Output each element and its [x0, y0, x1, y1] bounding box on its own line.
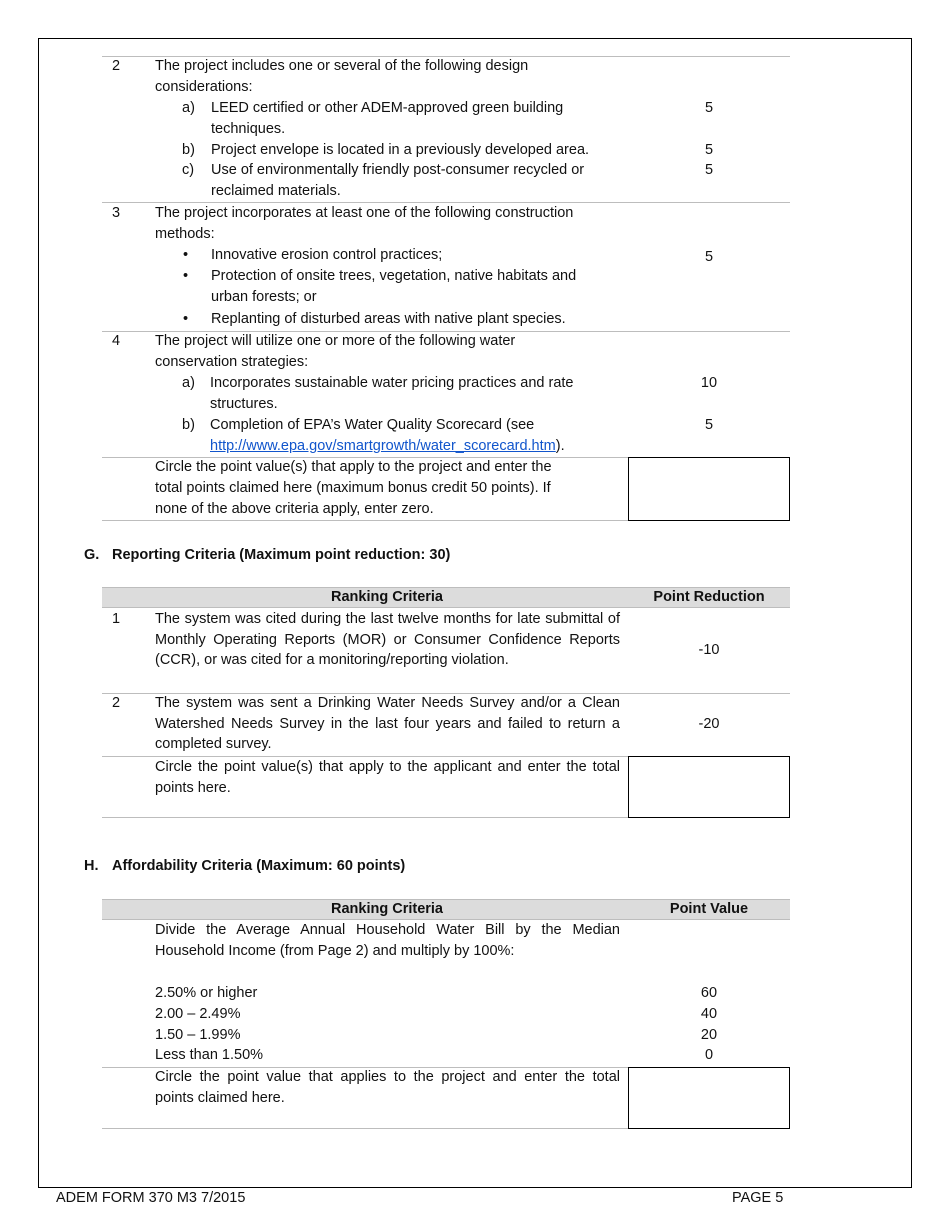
bullet-icon: • — [183, 247, 189, 263]
column-header-points: Point Value — [669, 901, 749, 917]
table-header — [102, 587, 790, 608]
column-header-criteria: Ranking Criteria — [331, 589, 443, 605]
criteria-text: The project incorporates at least one of the following construction — [155, 205, 574, 221]
point-value: 5 — [704, 249, 714, 265]
section-title: Reporting Criteria (Maximum point reduction: 30) — [112, 547, 451, 563]
point-value: 10 — [700, 375, 718, 391]
criteria-text: The project includes one or several of the following design — [155, 58, 529, 74]
row-number: 4 — [112, 333, 121, 349]
row-number: 3 — [112, 205, 121, 221]
subitem-marker: b) — [182, 142, 195, 158]
subitem-marker: c) — [182, 162, 195, 178]
total-points-input[interactable] — [628, 1067, 790, 1129]
subitem-text: Project envelope is located in a previously developed area. — [211, 142, 590, 158]
row-number: 2 — [112, 695, 121, 711]
column-header-points: Point Reduction — [653, 589, 765, 605]
row-divider — [102, 520, 628, 521]
criteria-text: conservation strategies: — [155, 354, 309, 370]
subitem-text: Innovative erosion control practices; — [211, 247, 443, 263]
row-number: 2 — [112, 58, 121, 74]
subitem-marker: a) — [182, 100, 195, 116]
point-value: 5 — [704, 417, 714, 433]
subitem-text: Completion of EPA’s Water Quality Scorecard (see — [210, 417, 535, 433]
point-value: -10 — [698, 642, 720, 658]
row-divider — [102, 1128, 628, 1129]
bullet-icon: • — [183, 311, 189, 327]
total-instruction: none of the above criteria apply, enter zero. — [155, 501, 434, 517]
table-header — [102, 899, 790, 920]
criteria-text: The system was cited during the last twelve months for late submittal of Monthly Operating Reports (MOR) or Consumer Confidence Reports (CCR), or was cited for a monitoring/reporting violation. — [155, 611, 620, 669]
form-number: ADEM FORM 370 M3 7/2015 — [56, 1190, 246, 1206]
total-instruction: Circle the point value(s) that apply to the applicant and enter the total points here. — [155, 759, 620, 796]
subitem-text: LEED certified or other ADEM-approved green building — [211, 100, 564, 116]
criteria-text: The project will utilize one or more of the following water — [155, 333, 516, 349]
criteria-text: The system was sent a Drinking Water Needs Survey and/or a Clean Watershed Needs Survey in the last four years and failed to return a completed survey. — [155, 695, 620, 753]
range-label: Less than 1.50% — [155, 1047, 264, 1063]
subitem-text: urban forests; or — [211, 289, 317, 305]
total-instruction: Circle the point value that applies to the project and enter the total points claimed here. — [155, 1069, 620, 1106]
point-value: 60 — [700, 985, 718, 1001]
criteria-text: methods: — [155, 226, 215, 242]
subitem-marker: b) — [182, 417, 195, 433]
point-value: 5 — [704, 162, 714, 178]
subitem-text: Incorporates sustainable water pricing practices and rate — [210, 375, 574, 391]
point-value: 5 — [704, 142, 714, 158]
criteria-text: considerations: — [155, 79, 253, 95]
epa-scorecard-link[interactable]: http://www.epa.gov/smartgrowth/water_scorecard.htm — [210, 438, 556, 454]
section-title: Affordability Criteria (Maximum: 60 points) — [112, 858, 406, 874]
total-points-input[interactable] — [628, 457, 790, 521]
subitem-text: Protection of onsite trees, vegetation, native habitats and — [211, 268, 577, 284]
subitem-text: Replanting of disturbed areas with native plant species. — [211, 311, 566, 327]
column-header-criteria: Ranking Criteria — [331, 901, 443, 917]
page-number: PAGE 5 — [732, 1190, 784, 1206]
total-instruction: Circle the point value(s) that apply to the project and enter the — [155, 459, 552, 475]
subitem-marker: a) — [182, 375, 195, 391]
subitem-text: structures. — [210, 396, 278, 412]
subitem-text: techniques. — [211, 121, 286, 137]
link-suffix: ). — [555, 438, 565, 454]
total-points-input[interactable] — [628, 756, 790, 818]
range-label: 2.00 – 2.49% — [155, 1006, 241, 1022]
section-letter: G. — [84, 547, 100, 563]
row-number: 1 — [112, 611, 121, 627]
subitem-text: Use of environmentally friendly post-consumer recycled or — [211, 162, 585, 178]
section-g-heading — [84, 544, 450, 566]
total-instruction: total points claimed here (maximum bonus credit 50 points). If — [155, 480, 551, 496]
point-value: 20 — [700, 1027, 718, 1043]
range-label: 1.50 – 1.99% — [155, 1027, 241, 1043]
subitem-text: reclaimed materials. — [211, 183, 341, 199]
row-divider — [102, 817, 628, 818]
point-value: 5 — [704, 100, 714, 116]
section-h-heading — [84, 855, 405, 877]
subitem-text-link-line — [210, 436, 565, 457]
point-value: -20 — [698, 716, 720, 732]
range-label: 2.50% or higher — [155, 985, 258, 1001]
section-letter: H. — [84, 858, 99, 874]
point-value: 40 — [700, 1006, 718, 1022]
criteria-intro: Divide the Average Annual Household Water Bill by the Median Household Income (from Page 2) and multiply by 100%: — [155, 922, 620, 959]
bullet-icon: • — [183, 268, 189, 284]
point-value: 0 — [704, 1047, 714, 1063]
